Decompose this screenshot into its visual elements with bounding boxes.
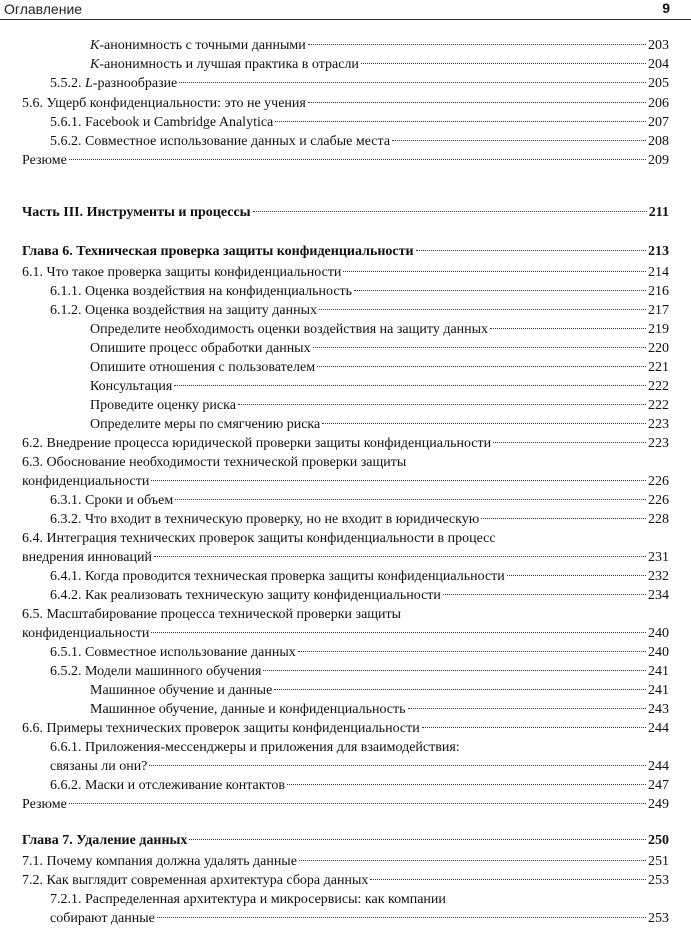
toc-entry[interactable] [50, 491, 669, 510]
toc-entry[interactable] [50, 510, 669, 529]
toc-entry-page: 222 [648, 379, 669, 394]
toc-entry-title [50, 282, 352, 301]
toc-entry-title [90, 415, 320, 434]
toc-entry-text: Резюме [22, 797, 67, 812]
dot-leader [298, 651, 646, 652]
toc-entry-text: 6.3.1. Сроки и объем [50, 493, 174, 508]
toc-entry-title [90, 377, 172, 396]
toc-entry-text: 6.2. Внедрение процесса юридической проверки защиты конфиденциальности [22, 436, 492, 451]
toc-entry-text: Консультация [90, 379, 173, 394]
toc-entry-page: 234 [648, 588, 669, 603]
toc-entry-text: связаны ли они? [50, 759, 148, 774]
toc-entry-title [90, 396, 236, 415]
toc-entry-title [22, 242, 414, 261]
toc-entry-title [90, 36, 306, 55]
toc-entry[interactable] [90, 377, 669, 396]
toc-entry-title [22, 852, 297, 871]
toc-entry-text: Определите необходимость оценки воздействия на защиту данных [90, 322, 489, 337]
dot-leader [322, 423, 646, 424]
toc-entry-title [50, 586, 441, 605]
toc-entry-page: 240 [648, 645, 669, 660]
toc-entry-page: 219 [648, 322, 669, 337]
toc-entry-text: конфиденциальности [22, 474, 150, 489]
toc-entry-title [90, 681, 272, 700]
toc-entry-text: Опишите процесс обработки данных [90, 341, 311, 356]
toc-entry-text: 6.5.1. Совместное использование данных [50, 645, 296, 660]
dot-leader [317, 366, 646, 367]
toc-entry[interactable] [50, 738, 669, 776]
toc-entry[interactable] [50, 567, 669, 586]
toc-entry[interactable] [50, 662, 669, 681]
dot-leader [69, 159, 646, 160]
toc-entry[interactable] [90, 36, 669, 55]
dot-leader [157, 917, 646, 918]
toc-entry-title [90, 358, 315, 377]
dot-leader [174, 385, 646, 386]
toc-entry[interactable] [22, 831, 669, 850]
toc-entry-title [90, 55, 359, 74]
toc-entry-text: Опишите отношения с пользователем [90, 360, 316, 375]
toc-entry-title [22, 434, 491, 453]
toc-entry[interactable] [22, 434, 669, 453]
toc-entry-title-line1: 7.2.1. Распределенная архитектура и микросервисы: как компании [50, 892, 446, 907]
toc-entry-text: 6.5.2. Модели машинного обучения [50, 664, 262, 679]
toc-entry[interactable] [22, 852, 669, 871]
toc-entry-text: 7.1. Почему компания должна удалять данные [22, 854, 297, 869]
toc-entry[interactable] [90, 55, 669, 74]
dot-leader [443, 594, 646, 595]
toc-entry[interactable] [90, 358, 669, 377]
toc-entry-page: 213 [648, 244, 669, 259]
toc-entry-text: конфиденциальности [22, 626, 150, 641]
toc-entry-text: Глава 6. Техническая проверка защиты конфиденциальности [22, 244, 414, 259]
toc-entry-text: 6.1.1. Оценка воздействия на конфиденциальность [50, 284, 353, 299]
toc-entry-title [22, 151, 67, 170]
toc-entry[interactable] [22, 453, 669, 491]
toc-entry-page: 250 [648, 833, 669, 848]
toc-entry-number: 5.5.2. [50, 76, 85, 91]
toc-entry[interactable] [50, 643, 669, 662]
toc-entry-page: 247 [648, 778, 669, 793]
toc-entry[interactable] [90, 700, 669, 719]
dot-leader [361, 63, 646, 64]
toc-entry-text: собирают данные [50, 911, 155, 926]
toc-entry-page: 205 [648, 76, 669, 91]
toc-entry-title [22, 624, 149, 643]
toc-entry-text: -анонимность с точными данными [99, 38, 306, 53]
toc-entry-text: -анонимность и лучшая практика в отрасли [99, 57, 359, 72]
toc-entry-page: 222 [648, 398, 669, 413]
toc-entry-text: 6.4.2. Как реализовать техническую защиту конфиденциальности [50, 588, 441, 603]
toc-entry-text: Проведите оценку риска [90, 398, 236, 413]
toc-entry[interactable] [22, 795, 669, 814]
toc-entry-page: 206 [648, 96, 669, 111]
toc-entry-page: 221 [648, 360, 669, 375]
dot-leader [151, 480, 646, 481]
toc-entry-text: Резюме [22, 153, 67, 168]
dot-leader [308, 102, 646, 103]
toc-entry-page: 223 [648, 436, 669, 451]
toc-entry-text: 6.4.1. Когда проводится техническая проверка защиты конфиденциальности [50, 569, 505, 584]
toc-entry[interactable] [50, 74, 669, 93]
toc-entry[interactable] [50, 132, 669, 151]
dot-leader [275, 121, 646, 122]
dot-leader [287, 784, 646, 785]
toc-entry-text: Определите меры по смягчению риска [90, 417, 321, 432]
toc-entry-page: 240 [648, 626, 669, 641]
toc-entry-text: 5.6.2. Совместное использование данных и слабые места [50, 134, 391, 149]
toc-entry-title [22, 94, 306, 113]
toc-entry[interactable] [22, 871, 669, 890]
toc-entry-page: 209 [648, 153, 669, 168]
toc-entry-italic-letter: K [90, 57, 100, 72]
dot-leader [416, 250, 646, 251]
toc-entry-title [22, 203, 251, 222]
toc-entry-title [50, 491, 173, 510]
toc-entry-page: 220 [648, 341, 669, 356]
toc-entry-italic-letter: K [90, 38, 100, 53]
toc-entry-page: 251 [648, 854, 669, 869]
toc-entry-text: Глава 7. Удаление данных [22, 833, 188, 848]
toc-entry-page: 243 [648, 702, 669, 717]
dot-leader [253, 211, 647, 212]
dot-leader [343, 271, 646, 272]
dot-leader [175, 499, 646, 500]
toc-entry-italic-letter: L [85, 76, 93, 91]
toc-entry[interactable] [90, 681, 669, 700]
toc-entry-page: 231 [648, 550, 669, 565]
toc-entry-page: 253 [648, 873, 669, 888]
dot-leader [189, 839, 646, 840]
toc-entry-title [50, 909, 155, 928]
dot-leader [408, 708, 646, 709]
dot-leader [370, 879, 646, 880]
toc-entry-page: 217 [648, 303, 669, 318]
toc-entry[interactable] [50, 776, 669, 795]
toc-entry-title [22, 831, 187, 850]
toc-entry-title-line1: 6.3. Обоснование необходимости технической проверки защиты [22, 455, 407, 470]
toc-entry-title [22, 548, 152, 567]
toc-entry-page: 211 [648, 205, 669, 220]
toc-entry[interactable] [22, 529, 669, 567]
toc-entry-title [22, 795, 67, 814]
toc-entry-page: 226 [648, 493, 669, 508]
toc-entry-title [50, 301, 317, 320]
toc-entry-page: 244 [648, 721, 669, 736]
toc-entry-text: Часть III. Инструменты и процессы [22, 205, 251, 220]
toc-entry-text: 7.2. Как выглядит современная архитектура сбора данных [22, 873, 369, 888]
toc-entry[interactable] [22, 242, 669, 261]
toc-entry-text: -разнообразие [92, 76, 178, 91]
dot-leader [69, 803, 646, 804]
toc-entry[interactable] [50, 890, 669, 928]
toc-entry-title-line1: 6.4. Интеграция технических проверок защиты конфиденциальности в процесс [22, 531, 496, 546]
dot-leader [149, 765, 646, 766]
toc-entry-title-line1: 6.6.1. Приложения-мессенджеры и приложения для взаимодействия: [50, 740, 460, 755]
toc-entry-title-line1: 6.5. Масштабирование процесса технической проверки защиты [22, 607, 402, 622]
toc-entry-page: 253 [648, 911, 669, 926]
toc-entry-text: Машинное обучение и данные [90, 683, 273, 698]
toc-entry-text: 6.6. Примеры технических проверок защиты конфиденциальности [22, 721, 420, 736]
dot-leader [274, 689, 646, 690]
toc-entry-title [22, 871, 368, 890]
toc-entry-page: 216 [648, 284, 669, 299]
dot-leader [507, 575, 646, 576]
toc-entry[interactable] [22, 94, 669, 113]
toc-entry-text: 6.1.2. Оценка воздействия на защиту данных [50, 303, 317, 318]
dot-leader [354, 290, 646, 291]
toc-entry-title [50, 662, 261, 681]
toc-entry-title [50, 757, 147, 776]
toc-entry-page: 226 [648, 474, 669, 489]
toc-entry-page: 249 [648, 797, 669, 812]
toc-entry[interactable] [50, 586, 669, 605]
dot-leader [493, 442, 646, 443]
dot-leader [422, 727, 646, 728]
toc-entry-title [50, 776, 285, 795]
toc-entry[interactable] [50, 282, 669, 301]
toc-entry[interactable] [90, 396, 669, 415]
toc-entry-page: 232 [648, 569, 669, 584]
toc-entry-text: внедрения инноваций [22, 550, 152, 565]
toc-entry[interactable] [22, 605, 669, 643]
dot-leader [299, 860, 646, 861]
toc-entry-page: 203 [648, 38, 669, 53]
toc-entry-text: 5.6.1. Facebook и Cambridge Analytica [50, 115, 274, 130]
dot-leader [263, 670, 646, 671]
toc-entry[interactable] [22, 263, 669, 282]
toc-entry-title [50, 113, 273, 132]
toc-entry-title [50, 510, 479, 529]
toc-entry[interactable] [22, 203, 669, 222]
toc-entry[interactable] [50, 113, 669, 132]
toc-entry[interactable] [90, 320, 669, 339]
toc-entry-text: 6.1. Что такое проверка защиты конфиденциальности [22, 265, 342, 280]
toc-entry-page: 241 [648, 664, 669, 679]
dot-leader [308, 44, 646, 45]
toc-entry-title [50, 132, 390, 151]
toc-entry-title [90, 320, 488, 339]
toc-entry[interactable] [90, 339, 669, 358]
toc-entry-page: 244 [648, 759, 669, 774]
running-title: Оглавление [4, 1, 83, 17]
toc-entry-title [50, 567, 505, 586]
toc-entry-title [90, 339, 311, 358]
toc-entry-text: Машинное обучение, данные и конфиденциальность [90, 702, 406, 717]
toc-entry[interactable] [50, 301, 669, 320]
page-number: 9 [662, 0, 670, 16]
toc-entry-text: 6.6.2. Маски и отслеживание контактов [50, 778, 285, 793]
toc-entry[interactable] [22, 151, 669, 170]
toc-entry-page: 241 [648, 683, 669, 698]
toc-entry-title [50, 74, 177, 93]
toc-entry-title [90, 700, 406, 719]
toc-entry[interactable] [90, 415, 669, 434]
toc-entry-title [50, 643, 296, 662]
toc-entry-page: 207 [648, 115, 669, 130]
dot-leader [154, 556, 646, 557]
dot-leader [151, 632, 646, 633]
toc-entry-page: 208 [648, 134, 669, 149]
toc-entry-title [22, 263, 341, 282]
dot-leader [313, 347, 646, 348]
dot-leader [481, 518, 646, 519]
toc-entry[interactable] [22, 719, 669, 738]
toc-entry-page: 228 [648, 512, 669, 527]
toc-entry-title [22, 719, 420, 738]
dot-leader [319, 309, 646, 310]
toc-entry-text: 6.3.2. Что входит в техническую проверку, но не входит в юридическую [50, 512, 480, 527]
toc-entry-text: 5.6. Ущерб конфиденциальности: это не учения [22, 96, 306, 111]
toc-entry-title [22, 472, 149, 491]
toc-entry-page: 204 [648, 57, 669, 72]
dot-leader [238, 404, 646, 405]
dot-leader [179, 82, 646, 83]
toc-entry-page: 223 [648, 417, 669, 432]
dot-leader [490, 328, 646, 329]
toc-entry-page: 214 [648, 265, 669, 280]
dot-leader [392, 140, 646, 141]
